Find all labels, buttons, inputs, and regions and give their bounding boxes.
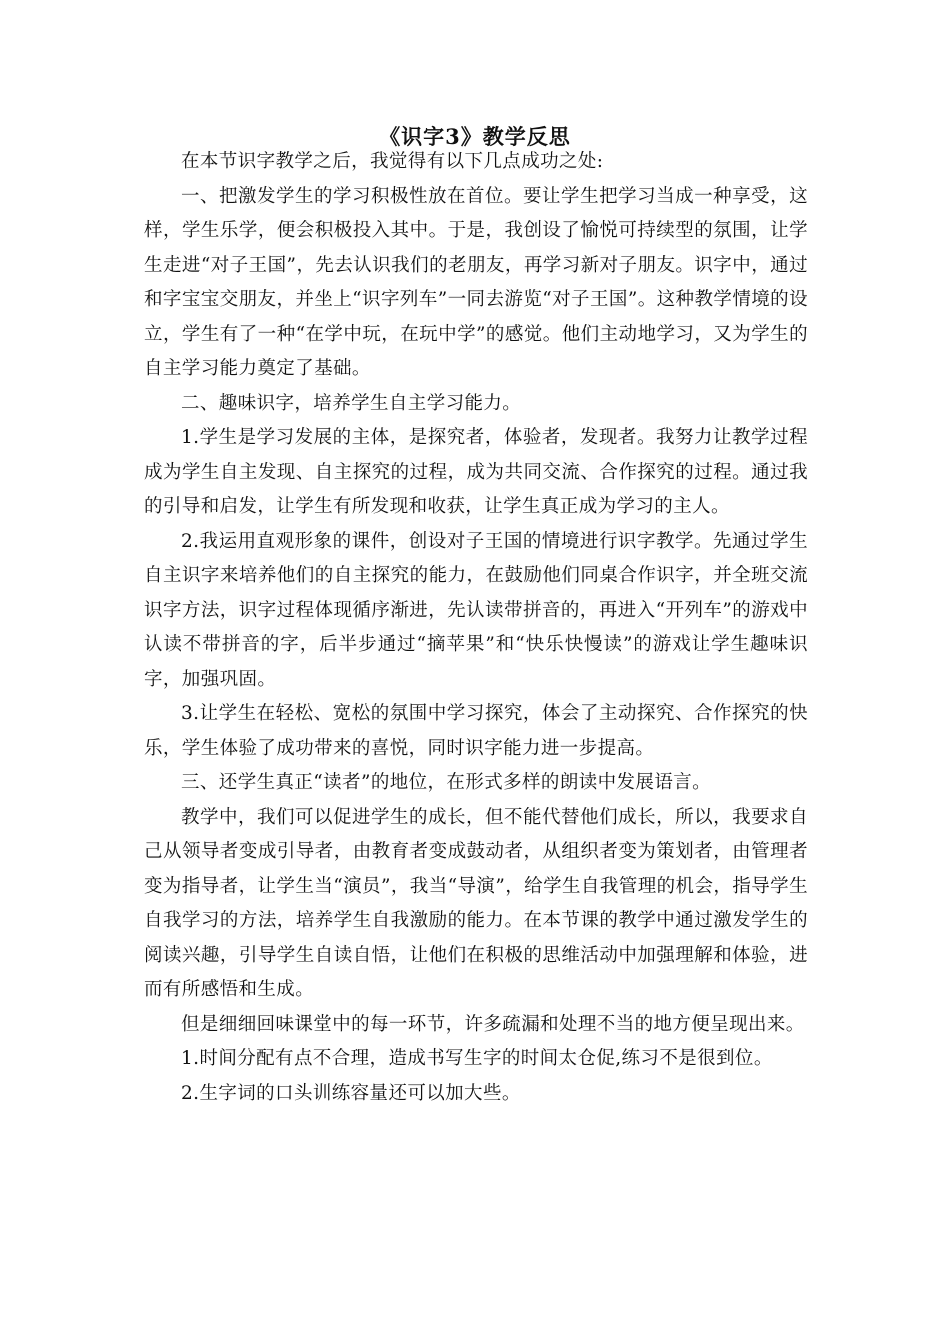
paragraph-point-two-item-1: 1.学生是学习发展的主体，是探究者，体验者，发现者。我努力让教学过程成为学生自主发现、自主探究的过程，成为共同交流、合作探究的过程。通过我的引导和启发，让学生有所发现和收获，让学生真正成为学习的主人。	[144, 427, 808, 517]
paragraph-shortcomings-intro: 但是细细回味课堂中的每一环节，许多疏漏和处理不当的地方便呈现出来。	[181, 1013, 805, 1035]
paragraph-point-two-item-2: 2.我运用直观形象的课件，创设对子王国的情境进行识字教学。先通过学生自主识字来培养他们的自主探究的能力，在鼓励他们同桌合作识字，并全班交流识字方法，识字过程体现循序渐进，先认读带拼音的，再进入“开列车”的游戏中认读不带拼音的字，后半步通过“摘苹果”和“快乐快慢读”的游戏让学生趣味识字，加强巩固。	[144, 530, 808, 690]
document-title: 《识字3》教学反思	[379, 124, 571, 149]
paragraph-shortcoming-2: 2.生字词的口头训练容量还可以加大些。	[181, 1082, 521, 1104]
paragraph-intro: 在本节识字教学之后，我觉得有以下几点成功之处:	[181, 151, 604, 172]
document-body	[144, 145, 808, 1111]
paragraph-point-one: 一、把激发学生的学习积极性放在首位。要让学生把学习当成一种享受，这样，学生乐学，便会积极投入其中。于是，我创设了愉悦可持续型的氛围，让学生走进“对子王国”，先去认识我们的老朋友，再学习新对子朋友。识字中，通过和字宝宝交朋友，并坐上“识字列车”一同去游览“对子王国”。这种教学情境的设立，学生有了一种“在学中玩，在玩中学”的感觉。他们主动地学习，又为学生的自主学习能力奠定了基础。	[144, 185, 808, 379]
paragraph-point-two-item-3: 3.让学生在轻松、宽松的氛围中学习探究，体会了主动探究、合作探究的快乐，学生体验了成功带来的喜悦，同时识字能力进一步提高。	[144, 703, 808, 759]
paragraph-shortcoming-1: 1.时间分配有点不合理，造成书写生字的时间太仓促,练习不是很到位。	[181, 1048, 773, 1069]
paragraph-point-three-body: 教学中，我们可以促进学生的成长，但不能代替他们成长，所以，我要求自己从领导者变成引导者，由教育者变成鼓动者，从组织者变为策划者，由管理者变为指导者，让学生当“演员”，我当“导演”，给学生自我管理的机会，指导学生自我学习的方法，培养学生自我激励的能力。在本节课的教学中通过激发学生的阅读兴趣，引导学生自读自悟，让他们在积极的思维活动中加强理解和体验，进而有所感悟和生成。	[144, 806, 808, 1000]
paragraph-point-two-heading: 二、趣味识字，培养学生自主学习能力。	[181, 392, 522, 414]
paragraph-point-three-heading: 三、还学生真正“读者”的地位，在形式多样的朗读中发展语言。	[181, 772, 712, 793]
